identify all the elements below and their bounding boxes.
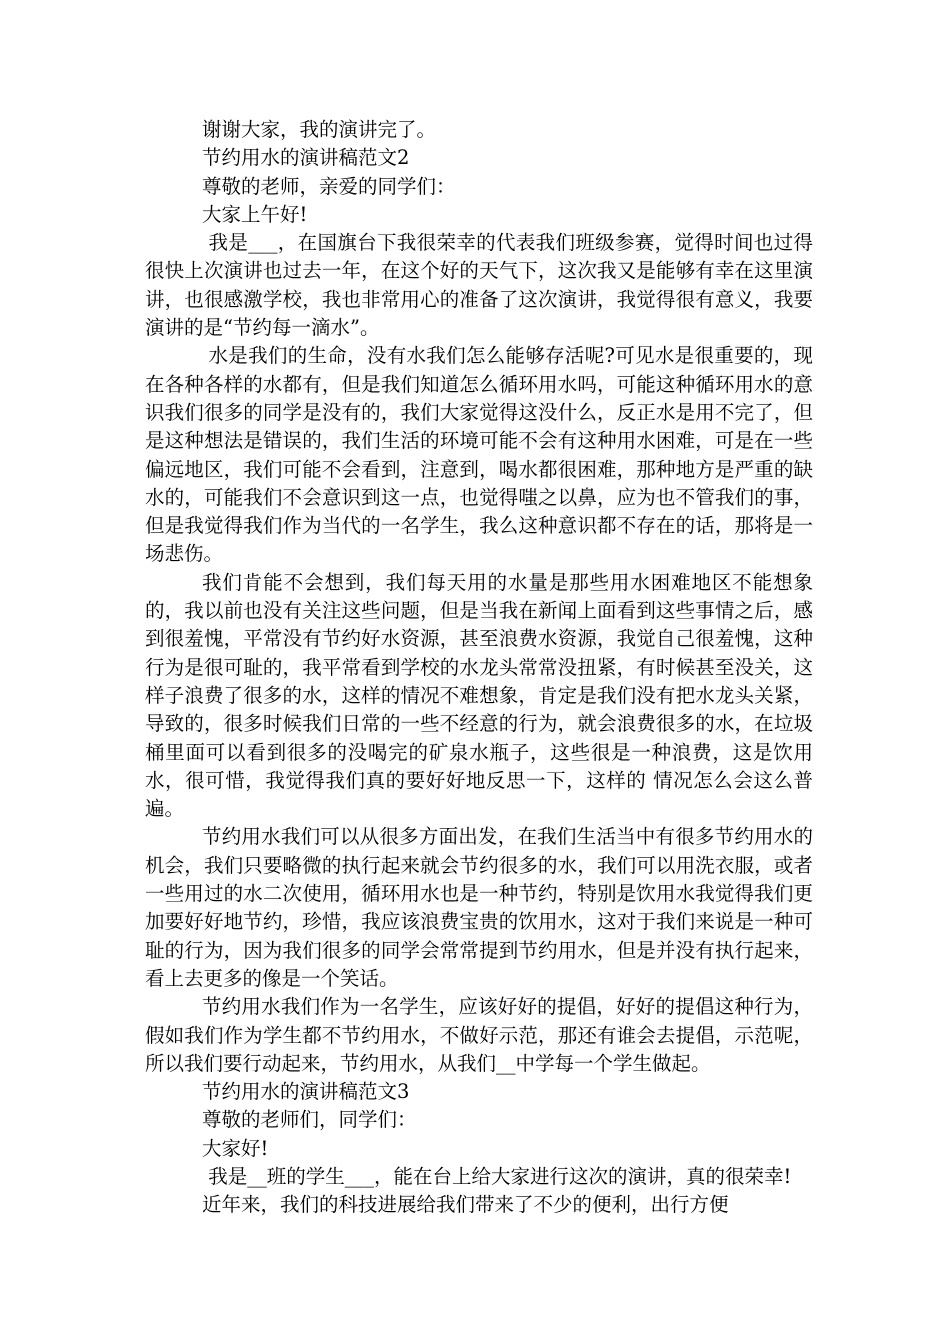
closing-line: 谢谢大家，我的演讲完了。 [202, 118, 437, 141]
body-paragraph: 我是__班的学生___，能在台上给大家进行这次的演讲，真的很荣幸! [202, 1164, 792, 1188]
body-paragraph: 水是我们的生命，没有水我们怎么能够存活呢?可见水是很重要的，现在各种各样的水都有，但是我们知道怎么循环用水吗，可能这种循环用水的意识我们很多的同学是没有的，我们大家觉得这没什么，反正水是用不完了，但是这种想法是错误的，我们生活的环境可能不会有这种用水困难，可是在一些偏远地区，我们可能不会看到，注意到，喝水都很困难，那种地方是严重的缺水的，可能我们不会意识到这一点，也觉得嗤之以鼻，应为也不管我们的事，但是我觉得我们作为当代的一名学生，我么这种意识都不存在的话，那将是一场悲伤。 [145, 344, 813, 566]
body-paragraph: 近年来，我们的科技进展给我们带来了不少的便利，出行方便 [202, 1193, 729, 1217]
section-title-3: 节约用水的演讲稿范文3 [202, 1080, 410, 1104]
section-title-2: 节约用水的演讲稿范文2 [202, 146, 410, 170]
greeting: 大家上午好! [202, 202, 308, 226]
body-paragraph: 节约用水我们作为一名学生，应该好好的提倡，好好的提倡这种行为，假如我们作为学生都不节约用水，不做好示范，那还有谁会去提倡，示范呢，所以我们要行动起来，节约用水，从我们__中学每一个学生做起。 [145, 995, 813, 1075]
body-paragraph: 节约用水我们可以从很多方面出发，在我们生活当中有很多节约用水的机会，我们只要略微的执行起来就会节约很多的水，我们可以用洗衣服，或者一些用过的水二次使用，循环用水也是一种节约，特别是饮用水我觉得我们更加要好好地节约，珍惜，我应该浪费宝贵的饮用水，这对于我们来说是一种可耻的行为，因为我们很多的同学会常常提到节约用水，但是并没有执行起来，看上去更多的像是一个笑话。 [145, 825, 813, 990]
salutation: 尊敬的老师们，同学们： [202, 1108, 417, 1132]
greeting: 大家好! [202, 1136, 269, 1160]
body-paragraph: 我们肯能不会想到，我们每天用的水量是那些用水困难地区不能想象的，我以前也没有关注这些问题，但是当我在新闻上面看到这些事情之后，感到很羞愧，平常没有节约好水资源，甚至浪费水资源，我觉自己很羞愧，这种行为是很可耻的，我平常看到学校的水龙头常常没扭紧，有时候甚至没关，这样子浪费了很多的水，这样的情况不难想象，肯定是我们没有把水龙头关紧，导致的，很多时候我们日常的一些不经意的行为，就会浪费很多的水，在垃圾桶里面可以看到很多的没喝完的矿泉水瓶子，这些很是一种浪费，这是饮用水，很可惜，我觉得我们真的要好好地反思一下，这样的 情况怎么会这么普遍。 [145, 570, 813, 821]
document-page [145, 116, 813, 1220]
body-paragraph: 我是___，在国旗台下我很荣幸的代表我们班级参赛，觉得时间也过得很快上次演讲也过去一年，在这个好的天气下，这次我又是能够有幸在这里演讲，也很感激学校，我也非常用心的准备了这次演讲，我觉得很有意义，我要演讲的是“节约每一滴水”。 [145, 231, 813, 340]
salutation: 尊敬的老师，亲爱的同学们： [202, 174, 456, 198]
